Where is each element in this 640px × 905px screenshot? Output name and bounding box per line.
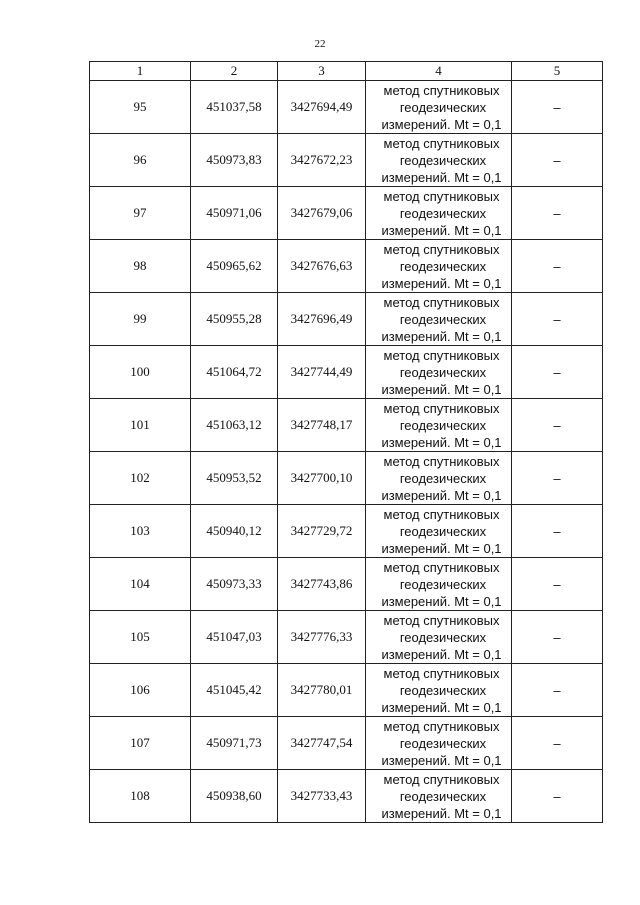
method-cell	[366, 770, 512, 823]
column-header-3: 3	[278, 62, 366, 81]
y-coordinate-cell: 3427679,06	[278, 187, 366, 240]
column-header-2: 2	[191, 62, 278, 81]
note-cell: –	[512, 187, 603, 240]
note-cell: –	[512, 293, 603, 346]
point-number-cell: 97	[90, 187, 191, 240]
y-coordinate-cell: 3427744,49	[278, 346, 366, 399]
x-coordinate-cell: 451037,58	[191, 81, 278, 134]
method-cell	[366, 558, 512, 611]
method-line: метод спутниковых	[383, 453, 500, 469]
point-number-cell: 104	[90, 558, 191, 611]
method-line: измерений. Mt = 0,1	[381, 487, 502, 503]
x-coordinate-cell: 451064,72	[191, 346, 278, 399]
method-cell	[366, 293, 512, 346]
method-line: геодезических	[399, 735, 487, 751]
point-number-cell: 108	[90, 770, 191, 823]
y-coordinate-cell: 3427694,49	[278, 81, 366, 134]
table-row	[90, 611, 603, 664]
method-line: измерений. Mt = 0,1	[381, 275, 502, 291]
method-line: измерений. Mt = 0,1	[381, 169, 502, 185]
table-body	[90, 81, 603, 823]
note-cell: –	[512, 664, 603, 717]
note-cell: –	[512, 558, 603, 611]
method-cell	[366, 346, 512, 399]
method-line: измерений. Mt = 0,1	[381, 593, 502, 609]
note-cell: –	[512, 770, 603, 823]
method-line: метод спутниковых	[383, 294, 500, 310]
x-coordinate-cell: 451047,03	[191, 611, 278, 664]
method-cell	[366, 611, 512, 664]
method-line: геодезических	[399, 99, 487, 115]
y-coordinate-cell: 3427748,17	[278, 399, 366, 452]
point-number-cell: 100	[90, 346, 191, 399]
note-cell: –	[512, 240, 603, 293]
y-coordinate-cell: 3427700,10	[278, 452, 366, 505]
table-row	[90, 187, 603, 240]
table-row	[90, 293, 603, 346]
column-header-1: 1	[90, 62, 191, 81]
method-line: геодезических	[399, 152, 487, 168]
point-number-cell: 99	[90, 293, 191, 346]
method-line: геодезических	[399, 417, 487, 433]
method-cell	[366, 505, 512, 558]
x-coordinate-cell: 450973,83	[191, 134, 278, 187]
point-number-cell: 103	[90, 505, 191, 558]
point-number-cell: 96	[90, 134, 191, 187]
method-line: измерений. Mt = 0,1	[381, 222, 502, 238]
method-line: метод спутниковых	[383, 400, 500, 416]
y-coordinate-cell: 3427733,43	[278, 770, 366, 823]
x-coordinate-cell: 451045,42	[191, 664, 278, 717]
y-coordinate-cell: 3427743,86	[278, 558, 366, 611]
note-cell: –	[512, 399, 603, 452]
method-line: измерений. Mt = 0,1	[381, 752, 502, 768]
method-line: метод спутниковых	[383, 506, 500, 522]
note-cell: –	[512, 505, 603, 558]
point-number-cell: 98	[90, 240, 191, 293]
table-row	[90, 346, 603, 399]
y-coordinate-cell: 3427696,49	[278, 293, 366, 346]
method-line: измерений. Mt = 0,1	[381, 805, 502, 821]
method-line: метод спутниковых	[383, 188, 500, 204]
note-cell: –	[512, 452, 603, 505]
method-cell	[366, 664, 512, 717]
table-row	[90, 505, 603, 558]
method-cell	[366, 399, 512, 452]
table-row	[90, 399, 603, 452]
point-number-cell: 95	[90, 81, 191, 134]
method-line: геодезических	[399, 364, 487, 380]
point-number-cell: 102	[90, 452, 191, 505]
method-line: измерений. Mt = 0,1	[381, 116, 502, 132]
x-coordinate-cell: 450973,33	[191, 558, 278, 611]
method-cell	[366, 81, 512, 134]
method-line: метод спутниковых	[383, 135, 500, 151]
x-coordinate-cell: 450940,12	[191, 505, 278, 558]
x-coordinate-cell: 450955,28	[191, 293, 278, 346]
page-number: 22	[314, 38, 326, 50]
method-line: геодезических	[399, 258, 487, 274]
table-row	[90, 134, 603, 187]
coordinates-table	[89, 61, 603, 823]
table-header-row	[90, 62, 603, 81]
point-number-cell: 106	[90, 664, 191, 717]
x-coordinate-cell: 450953,52	[191, 452, 278, 505]
method-line: метод спутниковых	[383, 82, 500, 98]
x-coordinate-cell: 450971,73	[191, 717, 278, 770]
note-cell: –	[512, 81, 603, 134]
table-row	[90, 558, 603, 611]
y-coordinate-cell: 3427747,54	[278, 717, 366, 770]
method-line: измерений. Mt = 0,1	[381, 646, 502, 662]
method-line: измерений. Mt = 0,1	[381, 381, 502, 397]
method-line: метод спутниковых	[383, 347, 500, 363]
y-coordinate-cell: 3427780,01	[278, 664, 366, 717]
table-row	[90, 717, 603, 770]
point-number-cell: 105	[90, 611, 191, 664]
y-coordinate-cell: 3427676,63	[278, 240, 366, 293]
method-line: геодезических	[399, 788, 487, 804]
method-line: метод спутниковых	[383, 612, 500, 628]
method-line: измерений. Mt = 0,1	[381, 434, 502, 450]
column-header-5: 5	[512, 62, 603, 81]
method-cell	[366, 134, 512, 187]
y-coordinate-cell: 3427729,72	[278, 505, 366, 558]
note-cell: –	[512, 717, 603, 770]
method-line: измерений. Mt = 0,1	[381, 540, 502, 556]
method-line: измерений. Mt = 0,1	[381, 328, 502, 344]
y-coordinate-cell: 3427672,23	[278, 134, 366, 187]
method-cell	[366, 240, 512, 293]
method-line: метод спутниковых	[383, 559, 500, 575]
method-line: измерений. Mt = 0,1	[381, 699, 502, 715]
method-line: метод спутниковых	[383, 665, 500, 681]
table-row	[90, 240, 603, 293]
note-cell: –	[512, 134, 603, 187]
note-cell: –	[512, 346, 603, 399]
method-line: метод спутниковых	[383, 241, 500, 257]
method-line: геодезических	[399, 629, 487, 645]
table-row	[90, 770, 603, 823]
x-coordinate-cell: 451063,12	[191, 399, 278, 452]
x-coordinate-cell: 450965,62	[191, 240, 278, 293]
x-coordinate-cell: 450971,06	[191, 187, 278, 240]
method-line: геодезических	[399, 682, 487, 698]
method-cell	[366, 452, 512, 505]
method-line: метод спутниковых	[383, 771, 500, 787]
point-number-cell: 107	[90, 717, 191, 770]
method-line: геодезических	[399, 205, 487, 221]
method-cell	[366, 187, 512, 240]
table-row	[90, 452, 603, 505]
table-row	[90, 664, 603, 717]
method-line: геодезических	[399, 576, 487, 592]
method-line: метод спутниковых	[383, 718, 500, 734]
method-cell	[366, 717, 512, 770]
note-cell: –	[512, 611, 603, 664]
method-line: геодезических	[399, 470, 487, 486]
column-header-4: 4	[366, 62, 512, 81]
x-coordinate-cell: 450938,60	[191, 770, 278, 823]
y-coordinate-cell: 3427776,33	[278, 611, 366, 664]
method-line: геодезических	[399, 523, 487, 539]
method-line: геодезических	[399, 311, 487, 327]
point-number-cell: 101	[90, 399, 191, 452]
table-row	[90, 81, 603, 134]
